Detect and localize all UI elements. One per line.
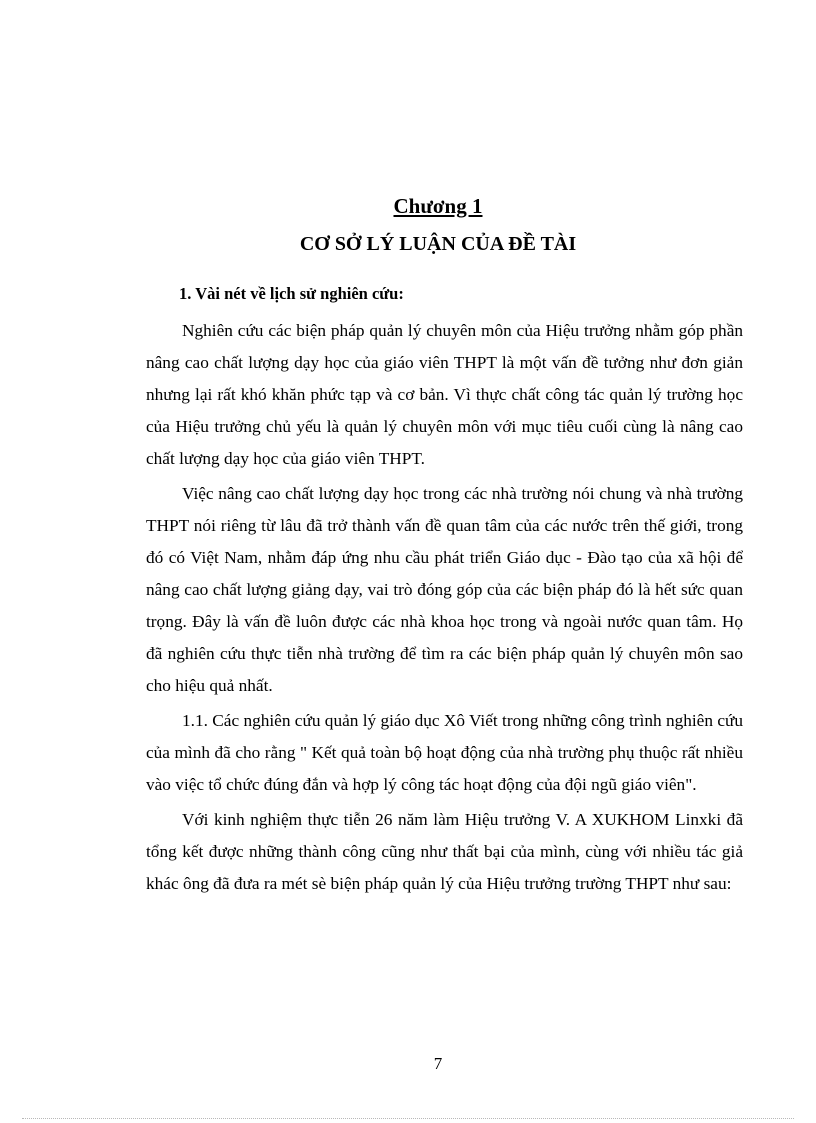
section-heading: 1. Vài nét về lịch sử nghiên cứu: xyxy=(179,284,404,303)
footer-divider xyxy=(22,1118,794,1119)
page-number: 7 xyxy=(433,1054,443,1073)
chapter-title: Chương 1 xyxy=(393,194,483,218)
paragraph-1: Nghiên cứu các biện pháp quản lý chuyên môn của Hiệu trưởng nhằm góp phần nâng cao chất lượng dạy học của giáo viên THPT là một vấn đề tưởng như đơn giản nhưng lại rất khó khăn phức tạp và cơ bản. Vì thực chất công tác quản lý trường học của Hiệu trưởng chủ yếu là quản lý chuyên môn với mục tiêu cuối cùng là nâng cao chất lượng dạy học của giáo viên THPT. xyxy=(146,321,743,468)
chapter-subtitle: CƠ SỞ LÝ LUẬN CỦA ĐỀ TÀI xyxy=(299,233,577,255)
body-text xyxy=(146,315,743,900)
paragraph-2: Việc nâng cao chất lượng dạy học trong các nhà trường nói chung và nhà trường THPT nói riêng từ lâu đã trở thành vấn đề quan tâm của các nước trên thế giới, trong đó có Việt Nam, nhằm đáp ứng nhu cầu phát triển Giáo dục - Đào tạo của xã hội để nâng cao chất lượng giảng dạy, vai trò đóng góp của các biện pháp đó là hết sức quan trọng. Đây là vấn đề luôn được các nhà khoa học trong và ngoài nước quan tâm. Họ đã nghiên cứu thực tiễn nhà trường để tìm ra các biện pháp quản lý chuyên môn sao cho hiệu quả nhất. xyxy=(146,484,743,695)
paragraph-4: Với kinh nghiệm thực tiễn 26 năm làm Hiệu trưởng V. A XUKHOM Linxki đã tổng kết được những thành công cũng như thất bại của mình, cùng với nhiều tác giả khác ông đã đưa ra mét sè biện pháp quản lý của Hiệu trưởng trường THPT như sau: xyxy=(146,810,743,893)
paragraph-3: 1.1. Các nghiên cứu quản lý giáo dục Xô Viết trong những công trình nghiên cứu của mình đã cho rằng " Kết quả toàn bộ hoạt động của nhà trường phụ thuộc rất nhiều vào việc tổ chức đúng đắn và hợp lý công tác hoạt động của đội ngũ giáo viên". xyxy=(146,711,743,794)
